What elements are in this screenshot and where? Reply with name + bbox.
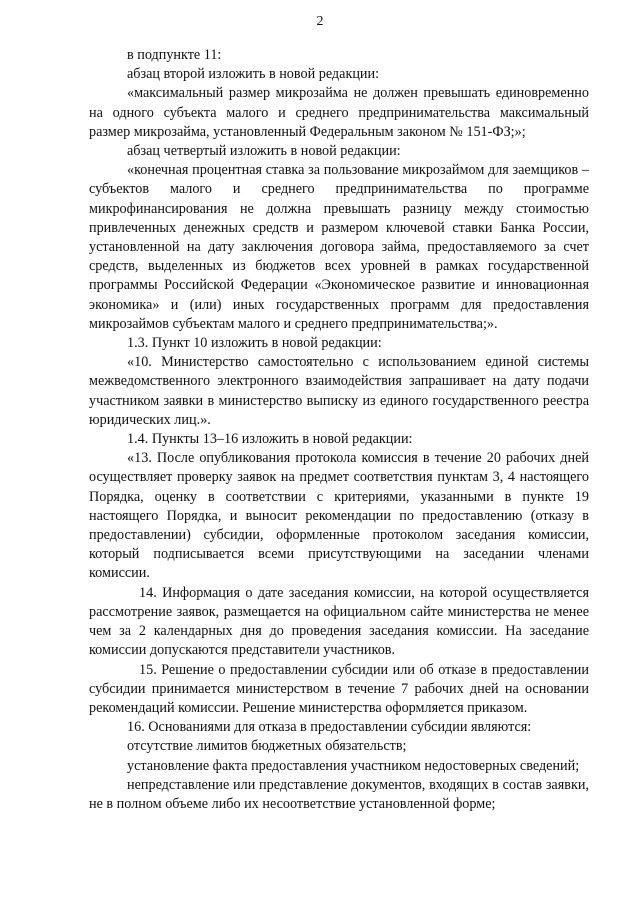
paragraph-no-limits: отсутствие лимитов бюджетных обязательств; [127, 738, 407, 755]
paragraph-interest-rate: «конечная процентная ставка за пользование микрозаймом для заемщиков – субъектов малого и среднего предпринимательства по программе микрофинансирования не должна превышать разницу между стоимостью привлеченных денежных средств и размером ключевой ставки Банка России, установленной на дату заключения договора займа, предоставляемого за счет средств, выделенных из бюджетов всех уровней в рамках государственной программы Российской Федерации «Экономическое развитие и инновационная экономика» и (или) иных государственных программ для предоставления микрозаймов субъектам малого и среднего предпринимательства;». [89, 162, 589, 332]
paragraph-subitem-11: в подпункте 11: [127, 47, 222, 63]
paragraph-1-4: 1.4. Пункты 13–16 изложить в новой редакции: [127, 431, 413, 448]
paragraph-item-10: «10. Министерство самостоятельно с использованием единой системы межведомственного электронного взаимодействия запрашивает на дату подачи участником заявки в министерство выписку из единого государственного реестра юридических лиц.». [89, 354, 589, 428]
document-body [89, 46, 589, 814]
paragraph-item-13: «13. После опубликования протокола комиссия в течение 20 рабочих дней осуществляет проверку заявок на предмет соответствия пунктам 3, 4 настоящего Порядка, оценку в соответствии с критериями, указанными в пункте 19 настоящего Порядка, и выносит рекомендации по предоставлению (отказу в предоставлении) субсидии, оформленные протоколом заседания комиссии, который подписывается всеми присутствующими на заседании членами комиссии. [89, 450, 589, 582]
paragraph-fourth-abzac: абзац четвертый изложить в новой редакции: [127, 143, 401, 160]
page-number: 2 [316, 14, 324, 29]
paragraph-1-3: 1.3. Пункт 10 изложить в новой редакции: [127, 335, 382, 352]
paragraph-item-14: 14. Информация о дате заседания комиссии, на которой осуществляется рассмотрение заявок, размещается на официальном сайте министерства не менее чем за 2 календарных дня до проведения заседания комиссии. На заседание комиссии допускаются представители участников. [89, 584, 589, 659]
paragraph-item-16: 16. Основаниями для отказа в предоставлении субсидии являются: [127, 719, 532, 736]
paragraph-false-info: установление факта предоставления участником недостоверных сведений; [127, 757, 580, 774]
paragraph-missing-docs: непредставление или представление документов, входящих в состав заявки, не в полном объеме либо их несоответствие установленной форме; [89, 776, 589, 812]
paragraph-second-abzac: абзац второй изложить в новой редакции: [127, 66, 380, 83]
paragraph-max-microloan: «максимальный размер микрозайма не должен превышать единовременно на одного субъекта малого и среднего предпринимательства максимальный размер микрозайма, установленный Федеральным законом № 151-ФЗ;»; [89, 85, 589, 140]
paragraph-item-15: 15. Решение о предоставлении субсидии или об отказе в предоставлении субсидии принимается министерством в течение 7 рабочих дней на основании рекомендаций комиссии. Решение министерства оформляется приказом. [89, 661, 589, 716]
